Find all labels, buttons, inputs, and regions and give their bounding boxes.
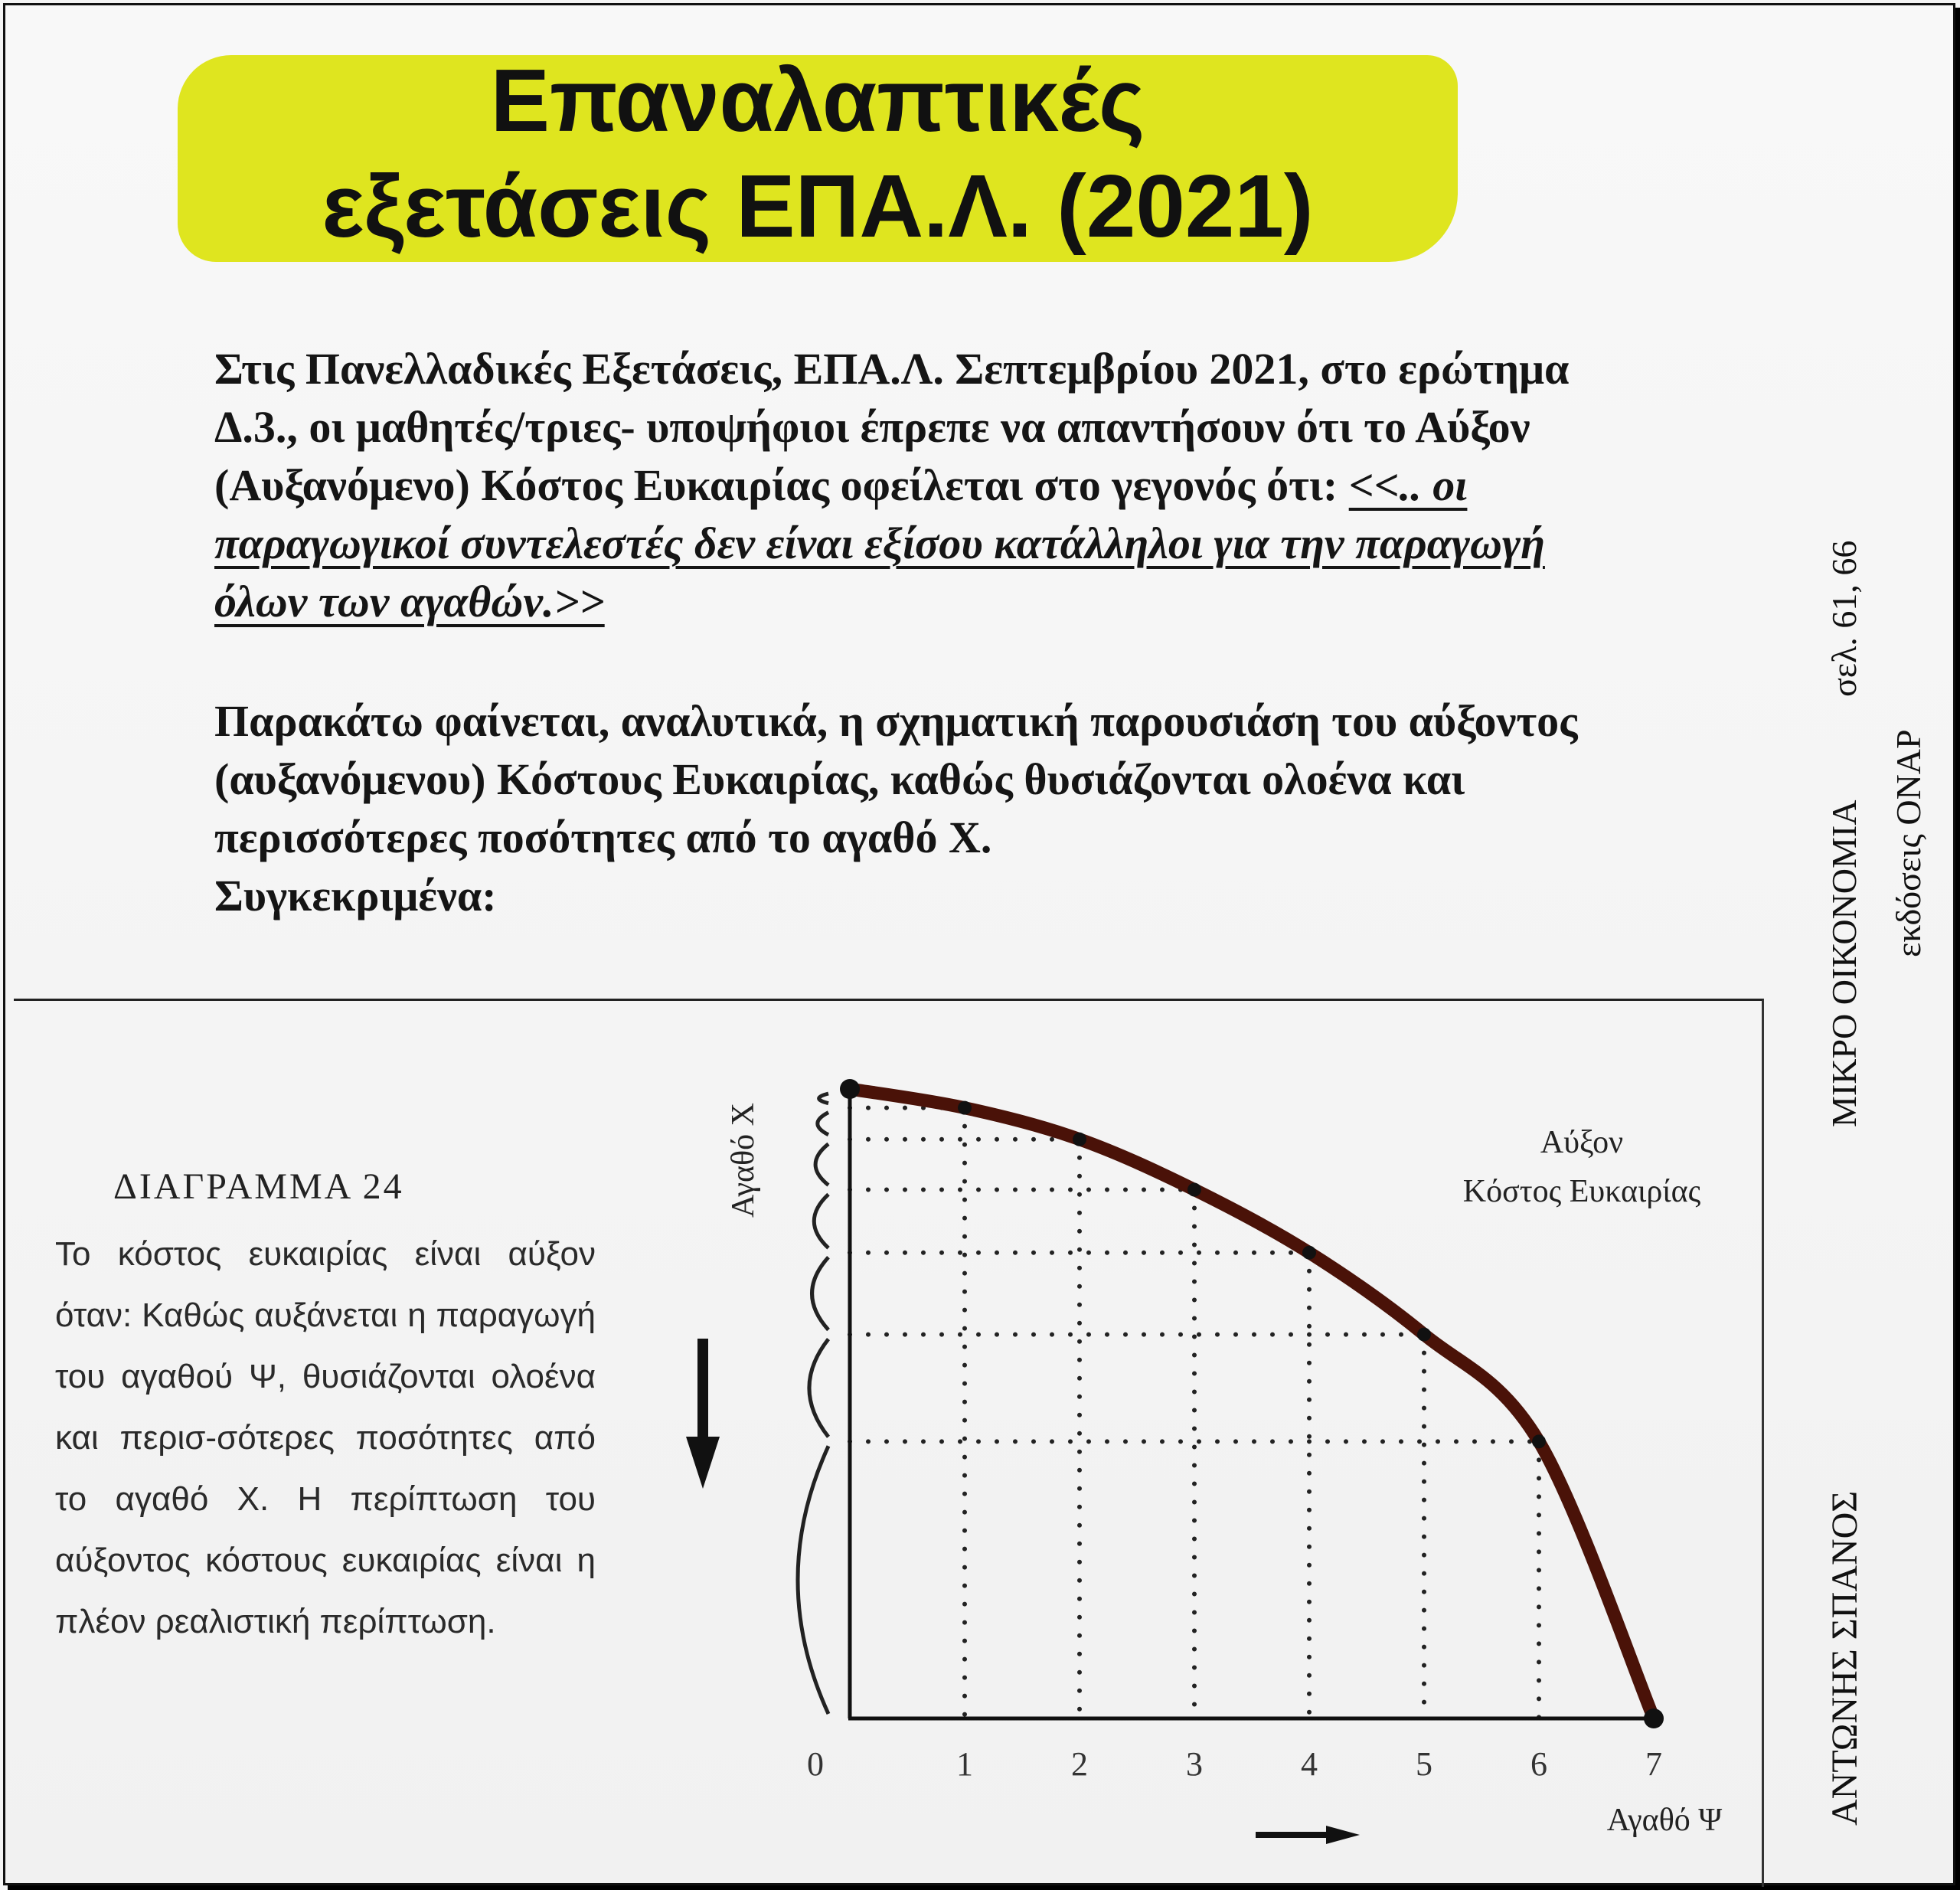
x-tick-label: 7 [1645, 1745, 1662, 1783]
curve-label-line2: Κόστος Ευκαιρίας [1462, 1174, 1701, 1209]
curve-point [1302, 1246, 1316, 1260]
x-tick-label: 2 [1071, 1745, 1088, 1783]
diagram-title: ΔΙΑΓΡΑΜΜΑ 24 [113, 1166, 404, 1207]
x-tick-label: 5 [1416, 1745, 1432, 1783]
sacrifice-bracket [818, 1113, 828, 1135]
curve-label-line1: Αύξον [1540, 1125, 1624, 1160]
curve-point [1532, 1434, 1546, 1448]
right-arrow-head [1326, 1826, 1360, 1844]
sacrifice-bracket [809, 1339, 828, 1437]
sacrifice-brackets [798, 1094, 828, 1714]
sacrifice-bracket [819, 1094, 828, 1104]
curve-point [1644, 1709, 1664, 1728]
down-arrow [686, 1339, 720, 1489]
sacrifice-bracket [815, 1144, 828, 1185]
curve-point [1073, 1133, 1086, 1146]
x-tick-label: 0 [807, 1745, 824, 1783]
down-arrow-head [686, 1437, 720, 1489]
x-tick-label: 1 [956, 1745, 973, 1783]
curve-point [1187, 1183, 1201, 1197]
diagram-description: Το κόστος ευκαιρίας είναι αύξον όταν: Καθώς αυξάνεται η παραγωγή του αγαθού Ψ, θυσιάζονται ολοένα και περισ-σότερες ποσότητες από το αγαθό Χ. Η περίπτωση του αύξοντος κόστους ευκαιρίας είναι η πλέον ρεαλιστική περίπτωση. [55, 1235, 596, 1640]
x-tick-label: 4 [1301, 1745, 1318, 1783]
y-axis-label: Αγαθό Χ [726, 1103, 761, 1218]
right-arrow [1256, 1826, 1360, 1844]
intro-text: Στις Πανελλαδικές Εξετάσεις, ΕΠΑ.Λ. Σεπτεμβρίου 2021, στο ερώτημα Δ.3., οι μαθητές/τριες- υποψήφιοι έπρεπε να απαντήσουν ότι το Αύξον (Αυξανόμενο) Κόστος Ευκαιρίας οφείλεται στο γεγονός ότι: [214, 344, 1570, 510]
curve-point [840, 1079, 860, 1099]
chart-grid [850, 1108, 1539, 1718]
curve-point [958, 1101, 972, 1115]
publisher: εκδόσεις ΟΝΑΡ [1889, 729, 1928, 957]
x-tick-labels [807, 1745, 1662, 1783]
sacrifice-bracket [814, 1195, 828, 1248]
sacrifice-bracket [798, 1446, 828, 1714]
x-axis-label: Αγαθό Ψ [1606, 1803, 1723, 1838]
curve-point [1417, 1328, 1431, 1342]
title-line-2: εξετάσεις ΕΠΑ.Λ. (2021) [322, 156, 1314, 256]
explanation-text: Παρακάτω φαίνεται, αναλυτικά, η σχηματική παρουσιάση του αύξοντος (αυξανόμενου) Κόστους Ευκαιρίας, καθώς θυσιάζονται ολοένα και περισσότερες ποσότητες από το αγαθό Χ. [214, 696, 1578, 862]
title-line-1: Επαναλαπτικές [490, 51, 1145, 150]
x-tick-label: 6 [1530, 1745, 1547, 1783]
book-title: ΜΙΚΡΟ ΟΙΚΟΝΟΜΙΑ [1824, 799, 1864, 1127]
x-tick-label: 3 [1186, 1745, 1203, 1783]
intro-quote: <<.. οι παραγωγικοί συντελεστές δεν είναι εξίσου κατάλληλοι για την παραγωγή όλων των αγαθών.>> [214, 460, 1545, 626]
author: ΑΝΤΩΝΗΣ ΣΠΑΝΟΣ [1824, 1490, 1865, 1826]
explanation-closing: Συγκεκριμένα: [214, 871, 497, 920]
sacrifice-bracket [812, 1257, 828, 1330]
book-pages: σελ. 61, 66 [1824, 540, 1864, 697]
